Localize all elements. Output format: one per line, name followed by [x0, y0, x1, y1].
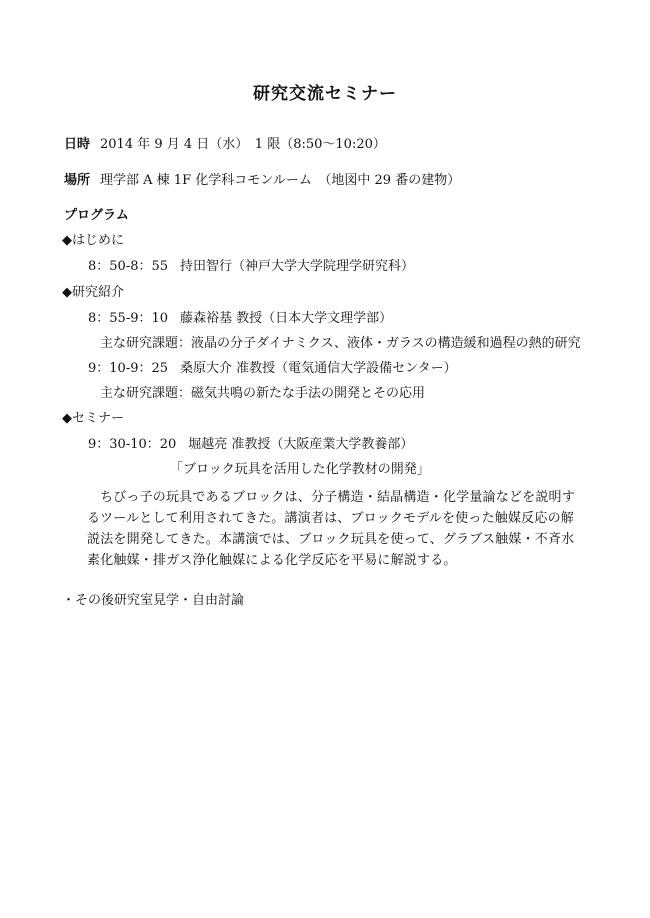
talk-time: 8：55-9：10 — [88, 311, 169, 326]
talk-time: 9：10-9：25 — [88, 361, 169, 376]
opening-time: 8：50-8：55 — [88, 259, 169, 274]
seminar-abstract: ちびっ子の玩具であるブロックは、分子構造・結晶構造・化学量論などを説明するツールとして利用されてきた。講演者は、ブロックモデルを使った触媒反応の解説法を開発してきた。本講演では、ブロック玩具を使って、グラブス触媒・不斉水素化触媒・排ガス浄化触媒による化学反応を平易に解説する。 — [87, 490, 575, 568]
talk-speaker: 藤森裕基 教授（日本大学文理学部） — [180, 311, 393, 326]
research-talk-1 — [88, 310, 392, 328]
seminar-time: 9：30-10：20 — [88, 437, 177, 452]
date-value: 2014 年 9 月 4 日（水） 1 限（8:50～10:20） — [100, 137, 386, 152]
seminar-heading: ◆セミナー — [62, 411, 124, 426]
opening-speaker: 持田智行（神戸大学大学院理学研究科） — [180, 259, 415, 274]
opening-entry — [88, 258, 414, 276]
seminar-speaker: 堀越亮 准教授（大阪産業大学教養部） — [188, 437, 414, 452]
place-value: 理学部 A 棟 1F 化学科コモンルーム （地図中 29 番の建物） — [100, 173, 461, 188]
page-title: 研究交流セミナー — [253, 84, 397, 104]
research-talk-2 — [88, 360, 457, 378]
date-row — [64, 136, 386, 154]
date-label: 日時 — [64, 137, 91, 152]
research-topic-1: 主な研究課題：液晶の分子ダイナミクス、液体・ガラスの構造緩和過程の熱的研究 — [100, 336, 581, 351]
research-topic-2: 主な研究課題：磁気共鳴の新たな手法の開発とその応用 — [100, 386, 426, 401]
closing-note: ・その後研究室見学・自由討論 — [62, 593, 245, 608]
program-heading: プログラム — [64, 208, 129, 223]
research-heading: ◆研究紹介 — [62, 285, 124, 300]
place-label: 場所 — [64, 173, 91, 188]
seminar-talk-title: 「ブロック玩具を活用した化学教材の開発」 — [170, 462, 430, 477]
seminar-entry — [88, 436, 413, 454]
talk-speaker: 桑原大介 准教授（電気通信大学設備センター） — [180, 361, 457, 376]
opening-heading: ◆はじめに — [62, 233, 124, 248]
place-row — [64, 172, 460, 190]
